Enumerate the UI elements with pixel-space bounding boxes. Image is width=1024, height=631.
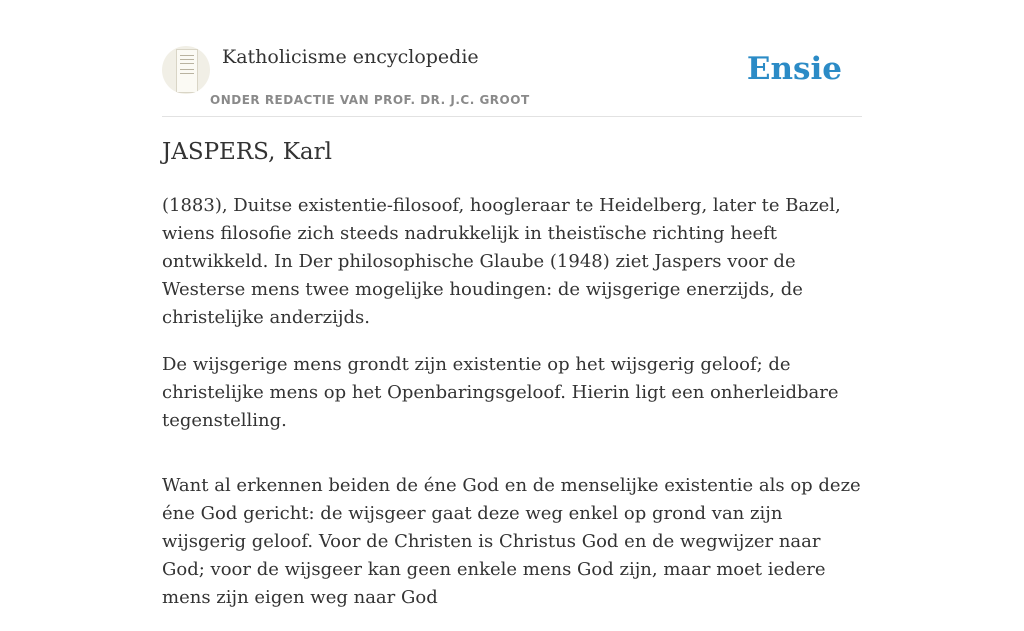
paragraph: Want al erkennen beiden de éne God en de menselijke existentie als op deze éne God gericht: de wijsgeer gaat deze weg enkel op grond van zijn wijsgerig geloof. Voor de Christen is Christus God en de wegwijzer naar God; voor de wijsgeer kan geen enkele mens God zijn, maar moet iedere mens zijn eigen weg naar God (162, 475, 861, 608)
book-cover-icon (176, 49, 198, 93)
paragraph: (1883), Duitse existentie-filosoof, hoogleraar te Heidelberg, later te Bazel, wiens filosofie zich steeds nadrukkelijk in theistïsche richting heeft ontwikkeld. In Der philosophische Glaube (1948) ziet Jaspers voor de Westerse mens twee mogelijke houdingen: de wijsgerige enerzijds, de christelijke anderzijds. (162, 195, 841, 328)
site-title[interactable]: Katholicisme encyclopedie (222, 46, 479, 68)
article-body (162, 192, 862, 631)
editor-line: ONDER REDACTIE VAN PROF. DR. J.C. GROOT (210, 93, 530, 107)
ensie-logo[interactable]: Ensie (746, 51, 842, 87)
paragraph: De wijsgerige mens grondt zijn existentie op het wijsgerig geloof; de christelijke mens op het Openbaringsgeloof. Hierin ligt een onherleidbare tegenstelling. (162, 354, 839, 431)
book-cover-avatar[interactable] (162, 46, 210, 94)
page (162, 0, 862, 608)
header (162, 0, 862, 117)
article-title: JASPERS, Karl (162, 139, 332, 165)
